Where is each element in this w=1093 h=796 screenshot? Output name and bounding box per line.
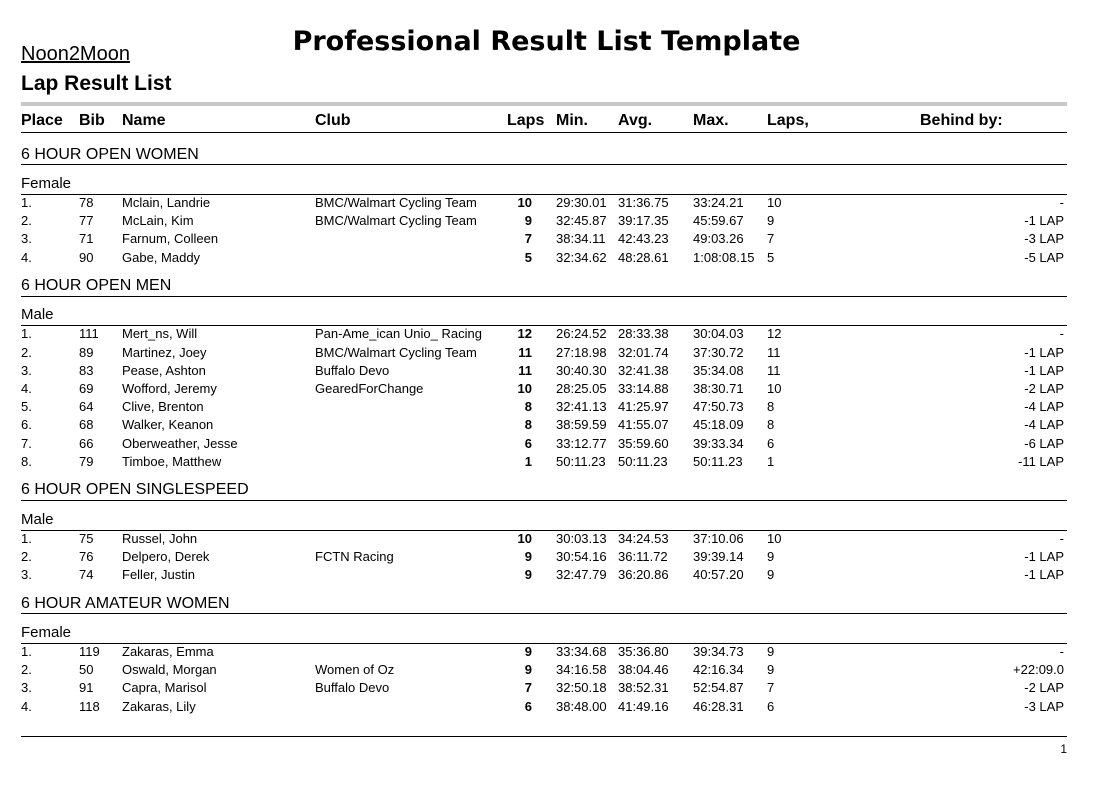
laps-cell: 9 bbox=[524, 213, 532, 228]
min-lap-time-cell: 32:50.18 bbox=[556, 680, 607, 695]
column-header-club: Club bbox=[315, 112, 351, 129]
min-lap-time-cell: 30:54.16 bbox=[556, 549, 607, 564]
laps-count-cell: 6 bbox=[767, 436, 775, 451]
behind-by-cell: -3 LAP bbox=[1024, 699, 1064, 714]
behind-by-cell: -1 LAP bbox=[1024, 363, 1064, 378]
place-cell: 4. bbox=[21, 250, 32, 265]
avg-lap-time-cell: 28:33.38 bbox=[618, 326, 669, 341]
behind-by-cell: -1 LAP bbox=[1024, 549, 1064, 564]
avg-lap-time-cell: 33:14.88 bbox=[618, 381, 669, 396]
bib-number-cell: 68 bbox=[79, 417, 94, 432]
place-cell: 2. bbox=[21, 213, 32, 228]
min-lap-time-cell: 34:16.58 bbox=[556, 662, 607, 677]
laps-count-cell: 11 bbox=[767, 363, 781, 378]
result-row bbox=[0, 194, 1093, 212]
max-lap-time-cell: 46:28.31 bbox=[693, 699, 744, 714]
behind-by-cell: +22:09.0 bbox=[1013, 662, 1064, 677]
behind-by-cell: -5 LAP bbox=[1024, 250, 1064, 265]
bib-number-cell: 50 bbox=[79, 662, 94, 677]
behind-by-cell: - bbox=[1059, 326, 1064, 341]
column-header-name: Name bbox=[122, 112, 166, 129]
laps-count-cell: 6 bbox=[767, 699, 775, 714]
laps-cell: 8 bbox=[524, 399, 532, 414]
bib-number-cell: 91 bbox=[79, 680, 94, 695]
min-lap-time-cell: 29:30.01 bbox=[556, 195, 607, 210]
bib-number-cell: 77 bbox=[79, 213, 94, 228]
laps-cell: 10 bbox=[517, 195, 532, 210]
club-cell: GearedForChange bbox=[315, 381, 424, 396]
avg-lap-time-cell: 32:41.38 bbox=[618, 363, 669, 378]
min-lap-time-cell: 32:41.13 bbox=[556, 399, 607, 414]
club-cell: BMC/Walmart Cycling Team bbox=[315, 213, 477, 228]
bib-number-cell: 90 bbox=[79, 250, 94, 265]
min-lap-time-cell: 26:24.52 bbox=[556, 326, 607, 341]
result-row bbox=[0, 344, 1093, 362]
gender-group-label: Male bbox=[21, 306, 54, 323]
result-row bbox=[0, 212, 1093, 230]
behind-by-cell: -1 LAP bbox=[1024, 345, 1064, 360]
column-header-behind: Behind by: bbox=[920, 112, 1003, 129]
rider-name-cell: Farnum, Colleen bbox=[122, 231, 219, 246]
laps-cell: 10 bbox=[517, 531, 532, 546]
bib-number-cell: 83 bbox=[79, 363, 94, 378]
avg-lap-time-cell: 32:01.74 bbox=[618, 345, 669, 360]
laps-cell: 6 bbox=[524, 436, 532, 451]
place-cell: 1. bbox=[21, 644, 32, 659]
section-divider bbox=[21, 296, 1067, 297]
bib-number-cell: 89 bbox=[79, 345, 94, 360]
column-header-max: Max. bbox=[693, 112, 729, 129]
laps-count-cell: 11 bbox=[767, 345, 781, 360]
rider-name-cell: Zakaras, Lily bbox=[122, 699, 196, 714]
document-banner-title: Professional Result List Template bbox=[292, 26, 801, 57]
laps-count-cell: 10 bbox=[767, 531, 782, 546]
place-cell: 6. bbox=[21, 417, 32, 432]
column-header-avg: Avg. bbox=[618, 112, 653, 129]
section-divider bbox=[21, 500, 1067, 501]
bib-number-cell: 71 bbox=[79, 231, 94, 246]
place-cell: 3. bbox=[21, 567, 32, 582]
rider-name-cell: Oberweather, Jesse bbox=[122, 436, 238, 451]
max-lap-time-cell: 38:30.71 bbox=[693, 381, 744, 396]
avg-lap-time-cell: 41:55.07 bbox=[618, 417, 669, 432]
result-row bbox=[0, 566, 1093, 584]
laps-count-cell: 7 bbox=[767, 231, 775, 246]
laps-cell: 12 bbox=[517, 326, 532, 341]
club-cell: Buffalo Devo bbox=[315, 680, 390, 695]
rider-name-cell: Wofford, Jeremy bbox=[122, 381, 217, 396]
section-divider bbox=[21, 613, 1067, 614]
laps-cell: 7 bbox=[524, 680, 532, 695]
place-cell: 4. bbox=[21, 381, 32, 396]
column-header-underline bbox=[21, 132, 1067, 133]
result-row bbox=[0, 362, 1093, 380]
max-lap-time-cell: 33:24.21 bbox=[693, 195, 744, 210]
place-cell: 1. bbox=[21, 531, 32, 546]
avg-lap-time-cell: 36:20.86 bbox=[618, 567, 669, 582]
behind-by-cell: -11 LAP bbox=[1017, 454, 1064, 469]
min-lap-time-cell: 33:12.77 bbox=[556, 436, 607, 451]
bib-number-cell: 64 bbox=[79, 399, 94, 414]
rider-name-cell: Martinez, Joey bbox=[122, 345, 207, 360]
avg-lap-time-cell: 50:11.23 bbox=[618, 454, 668, 469]
laps-count-cell: 8 bbox=[767, 399, 775, 414]
bib-number-cell: 66 bbox=[79, 436, 94, 451]
column-header-min: Min. bbox=[556, 112, 588, 129]
result-row bbox=[0, 453, 1093, 471]
column-header-bib: Bib bbox=[79, 112, 105, 129]
club-cell: BMC/Walmart Cycling Team bbox=[315, 345, 477, 360]
min-lap-time-cell: 38:48.00 bbox=[556, 699, 607, 714]
max-lap-time-cell: 45:18.09 bbox=[693, 417, 744, 432]
gender-group-label: Female bbox=[21, 624, 72, 641]
rider-name-cell: Oswald, Morgan bbox=[122, 662, 217, 677]
place-cell: 1. bbox=[21, 326, 32, 341]
avg-lap-time-cell: 48:28.61 bbox=[618, 250, 669, 265]
result-row bbox=[0, 530, 1093, 548]
min-lap-time-cell: 38:34.11 bbox=[556, 231, 606, 246]
behind-by-cell: - bbox=[1059, 531, 1064, 546]
gender-group-label: Male bbox=[21, 511, 54, 528]
min-lap-time-cell: 50:11.23 bbox=[556, 454, 606, 469]
result-row bbox=[0, 679, 1093, 697]
place-cell: 5. bbox=[21, 399, 32, 414]
rider-name-cell: Gabe, Maddy bbox=[122, 250, 201, 265]
avg-lap-time-cell: 42:43.23 bbox=[618, 231, 669, 246]
min-lap-time-cell: 27:18.98 bbox=[556, 345, 607, 360]
laps-count-cell: 9 bbox=[767, 213, 775, 228]
laps-count-cell: 9 bbox=[767, 567, 775, 582]
rider-name-cell: Feller, Justin bbox=[122, 567, 195, 582]
rider-name-cell: Clive, Brenton bbox=[122, 399, 204, 414]
bib-number-cell: 111 bbox=[79, 326, 99, 341]
min-lap-time-cell: 32:34.62 bbox=[556, 250, 607, 265]
min-lap-time-cell: 30:40.30 bbox=[556, 363, 607, 378]
min-lap-time-cell: 32:45.87 bbox=[556, 213, 607, 228]
max-lap-time-cell: 1:08:08.15 bbox=[693, 250, 755, 265]
result-row bbox=[0, 416, 1093, 434]
column-header-laps-count: Laps, bbox=[767, 112, 809, 129]
avg-lap-time-cell: 39:17.35 bbox=[618, 213, 669, 228]
rider-name-cell: Delpero, Derek bbox=[122, 549, 210, 564]
min-lap-time-cell: 30:03.13 bbox=[556, 531, 607, 546]
avg-lap-time-cell: 34:24.53 bbox=[618, 531, 669, 546]
place-cell: 8. bbox=[21, 454, 32, 469]
footer-divider bbox=[21, 736, 1067, 737]
organizer-name: Noon2Moon bbox=[21, 43, 130, 65]
place-cell: 2. bbox=[21, 549, 32, 564]
avg-lap-time-cell: 36:11.72 bbox=[618, 549, 668, 564]
bib-number-cell: 69 bbox=[79, 381, 94, 396]
section-title: 6 HOUR OPEN SINGLESPEED bbox=[21, 481, 249, 498]
rider-name-cell: Mert_ns, Will bbox=[122, 326, 198, 341]
rider-name-cell: Walker, Keanon bbox=[122, 417, 214, 432]
laps-cell: 1 bbox=[524, 454, 532, 469]
bib-number-cell: 119 bbox=[79, 644, 100, 659]
min-lap-time-cell: 33:34.68 bbox=[556, 644, 607, 659]
behind-by-cell: - bbox=[1059, 644, 1064, 659]
bib-number-cell: 118 bbox=[79, 699, 100, 714]
laps-cell: 11 bbox=[518, 363, 532, 378]
club-cell: FCTN Racing bbox=[315, 549, 394, 564]
bib-number-cell: 76 bbox=[79, 549, 94, 564]
column-header-place: Place bbox=[21, 112, 63, 129]
result-row bbox=[0, 325, 1093, 343]
min-lap-time-cell: 32:47.79 bbox=[556, 567, 607, 582]
laps-cell: 5 bbox=[524, 250, 532, 265]
max-lap-time-cell: 52:54.87 bbox=[693, 680, 744, 695]
result-row bbox=[0, 249, 1093, 267]
laps-cell: 6 bbox=[524, 699, 532, 714]
result-row bbox=[0, 380, 1093, 398]
rider-name-cell: McLain, Kim bbox=[122, 213, 194, 228]
header-divider bbox=[21, 102, 1067, 106]
result-row bbox=[0, 661, 1093, 679]
result-row bbox=[0, 548, 1093, 566]
laps-cell: 9 bbox=[524, 662, 532, 677]
min-lap-time-cell: 28:25.05 bbox=[556, 381, 607, 396]
place-cell: 2. bbox=[21, 662, 32, 677]
laps-count-cell: 10 bbox=[767, 381, 782, 396]
behind-by-cell: -6 LAP bbox=[1024, 436, 1064, 451]
avg-lap-time-cell: 31:36.75 bbox=[618, 195, 669, 210]
max-lap-time-cell: 50:11.23 bbox=[693, 454, 743, 469]
club-cell: BMC/Walmart Cycling Team bbox=[315, 195, 477, 210]
gender-group-label: Female bbox=[21, 175, 72, 192]
laps-count-cell: 9 bbox=[767, 549, 775, 564]
laps-count-cell: 8 bbox=[767, 417, 775, 432]
avg-lap-time-cell: 35:59.60 bbox=[618, 436, 669, 451]
laps-cell: 9 bbox=[524, 549, 532, 564]
max-lap-time-cell: 37:10.06 bbox=[693, 531, 744, 546]
club-cell: Women of Oz bbox=[315, 662, 395, 677]
place-cell: 7. bbox=[21, 436, 32, 451]
behind-by-cell: -2 LAP bbox=[1024, 680, 1064, 695]
behind-by-cell: -1 LAP bbox=[1024, 567, 1064, 582]
min-lap-time-cell: 38:59.59 bbox=[556, 417, 607, 432]
section-title: 6 HOUR AMATEUR WOMEN bbox=[21, 595, 230, 612]
behind-by-cell: -3 LAP bbox=[1024, 231, 1064, 246]
laps-count-cell: 1 bbox=[767, 454, 775, 469]
max-lap-time-cell: 39:33.34 bbox=[693, 436, 744, 451]
laps-count-cell: 9 bbox=[767, 662, 775, 677]
laps-count-cell: 9 bbox=[767, 644, 775, 659]
max-lap-time-cell: 30:04.03 bbox=[693, 326, 744, 341]
max-lap-time-cell: 42:16.34 bbox=[693, 662, 744, 677]
max-lap-time-cell: 39:39.14 bbox=[693, 549, 744, 564]
laps-count-cell: 12 bbox=[767, 326, 782, 341]
max-lap-time-cell: 45:59.67 bbox=[693, 213, 744, 228]
laps-cell: 9 bbox=[524, 644, 532, 659]
max-lap-time-cell: 39:34.73 bbox=[693, 644, 744, 659]
laps-count-cell: 5 bbox=[767, 250, 775, 265]
section-title: 6 HOUR OPEN WOMEN bbox=[21, 146, 199, 163]
page-title: Lap Result List bbox=[21, 72, 172, 95]
laps-cell: 11 bbox=[518, 345, 532, 360]
behind-by-cell: - bbox=[1059, 195, 1064, 210]
result-row bbox=[0, 398, 1093, 416]
place-cell: 1. bbox=[21, 195, 32, 210]
club-cell: Pan-Ame_ican Unio_ Racing bbox=[315, 326, 482, 341]
max-lap-time-cell: 47:50.73 bbox=[693, 399, 744, 414]
behind-by-cell: -4 LAP bbox=[1024, 417, 1064, 432]
rider-name-cell: Russel, John bbox=[122, 531, 198, 546]
result-row bbox=[0, 643, 1093, 661]
rider-name-cell: Mclain, Landrie bbox=[122, 195, 211, 210]
bib-number-cell: 78 bbox=[79, 195, 94, 210]
laps-cell: 10 bbox=[517, 381, 532, 396]
rider-name-cell: Timboe, Matthew bbox=[122, 454, 222, 469]
rider-name-cell: Capra, Marisol bbox=[122, 680, 207, 695]
bib-number-cell: 75 bbox=[79, 531, 94, 546]
laps-count-cell: 7 bbox=[767, 680, 775, 695]
section-title: 6 HOUR OPEN MEN bbox=[21, 277, 172, 294]
page-number: 1 bbox=[1060, 742, 1067, 756]
max-lap-time-cell: 35:34.08 bbox=[693, 363, 744, 378]
behind-by-cell: -4 LAP bbox=[1024, 399, 1064, 414]
max-lap-time-cell: 49:03.26 bbox=[693, 231, 744, 246]
place-cell: 3. bbox=[21, 363, 32, 378]
column-header-laps: Laps bbox=[507, 112, 545, 129]
behind-by-cell: -1 LAP bbox=[1024, 213, 1064, 228]
laps-cell: 7 bbox=[524, 231, 532, 246]
section-divider bbox=[21, 164, 1067, 165]
avg-lap-time-cell: 41:25.97 bbox=[618, 399, 669, 414]
avg-lap-time-cell: 38:04.46 bbox=[618, 662, 669, 677]
avg-lap-time-cell: 38:52.31 bbox=[618, 680, 669, 695]
laps-cell: 9 bbox=[524, 567, 532, 582]
laps-count-cell: 10 bbox=[767, 195, 782, 210]
bib-number-cell: 74 bbox=[79, 567, 94, 582]
avg-lap-time-cell: 35:36.80 bbox=[618, 644, 669, 659]
place-cell: 2. bbox=[21, 345, 32, 360]
club-cell: Buffalo Devo bbox=[315, 363, 390, 378]
place-cell: 3. bbox=[21, 231, 32, 246]
result-row bbox=[0, 230, 1093, 248]
avg-lap-time-cell: 41:49.16 bbox=[618, 699, 669, 714]
result-row bbox=[0, 435, 1093, 453]
result-row bbox=[0, 698, 1093, 716]
rider-name-cell: Pease, Ashton bbox=[122, 363, 206, 378]
rider-name-cell: Zakaras, Emma bbox=[122, 644, 214, 659]
behind-by-cell: -2 LAP bbox=[1024, 381, 1064, 396]
laps-cell: 8 bbox=[524, 417, 532, 432]
place-cell: 4. bbox=[21, 699, 32, 714]
place-cell: 3. bbox=[21, 680, 32, 695]
bib-number-cell: 79 bbox=[79, 454, 94, 469]
max-lap-time-cell: 37:30.72 bbox=[693, 345, 744, 360]
max-lap-time-cell: 40:57.20 bbox=[693, 567, 744, 582]
